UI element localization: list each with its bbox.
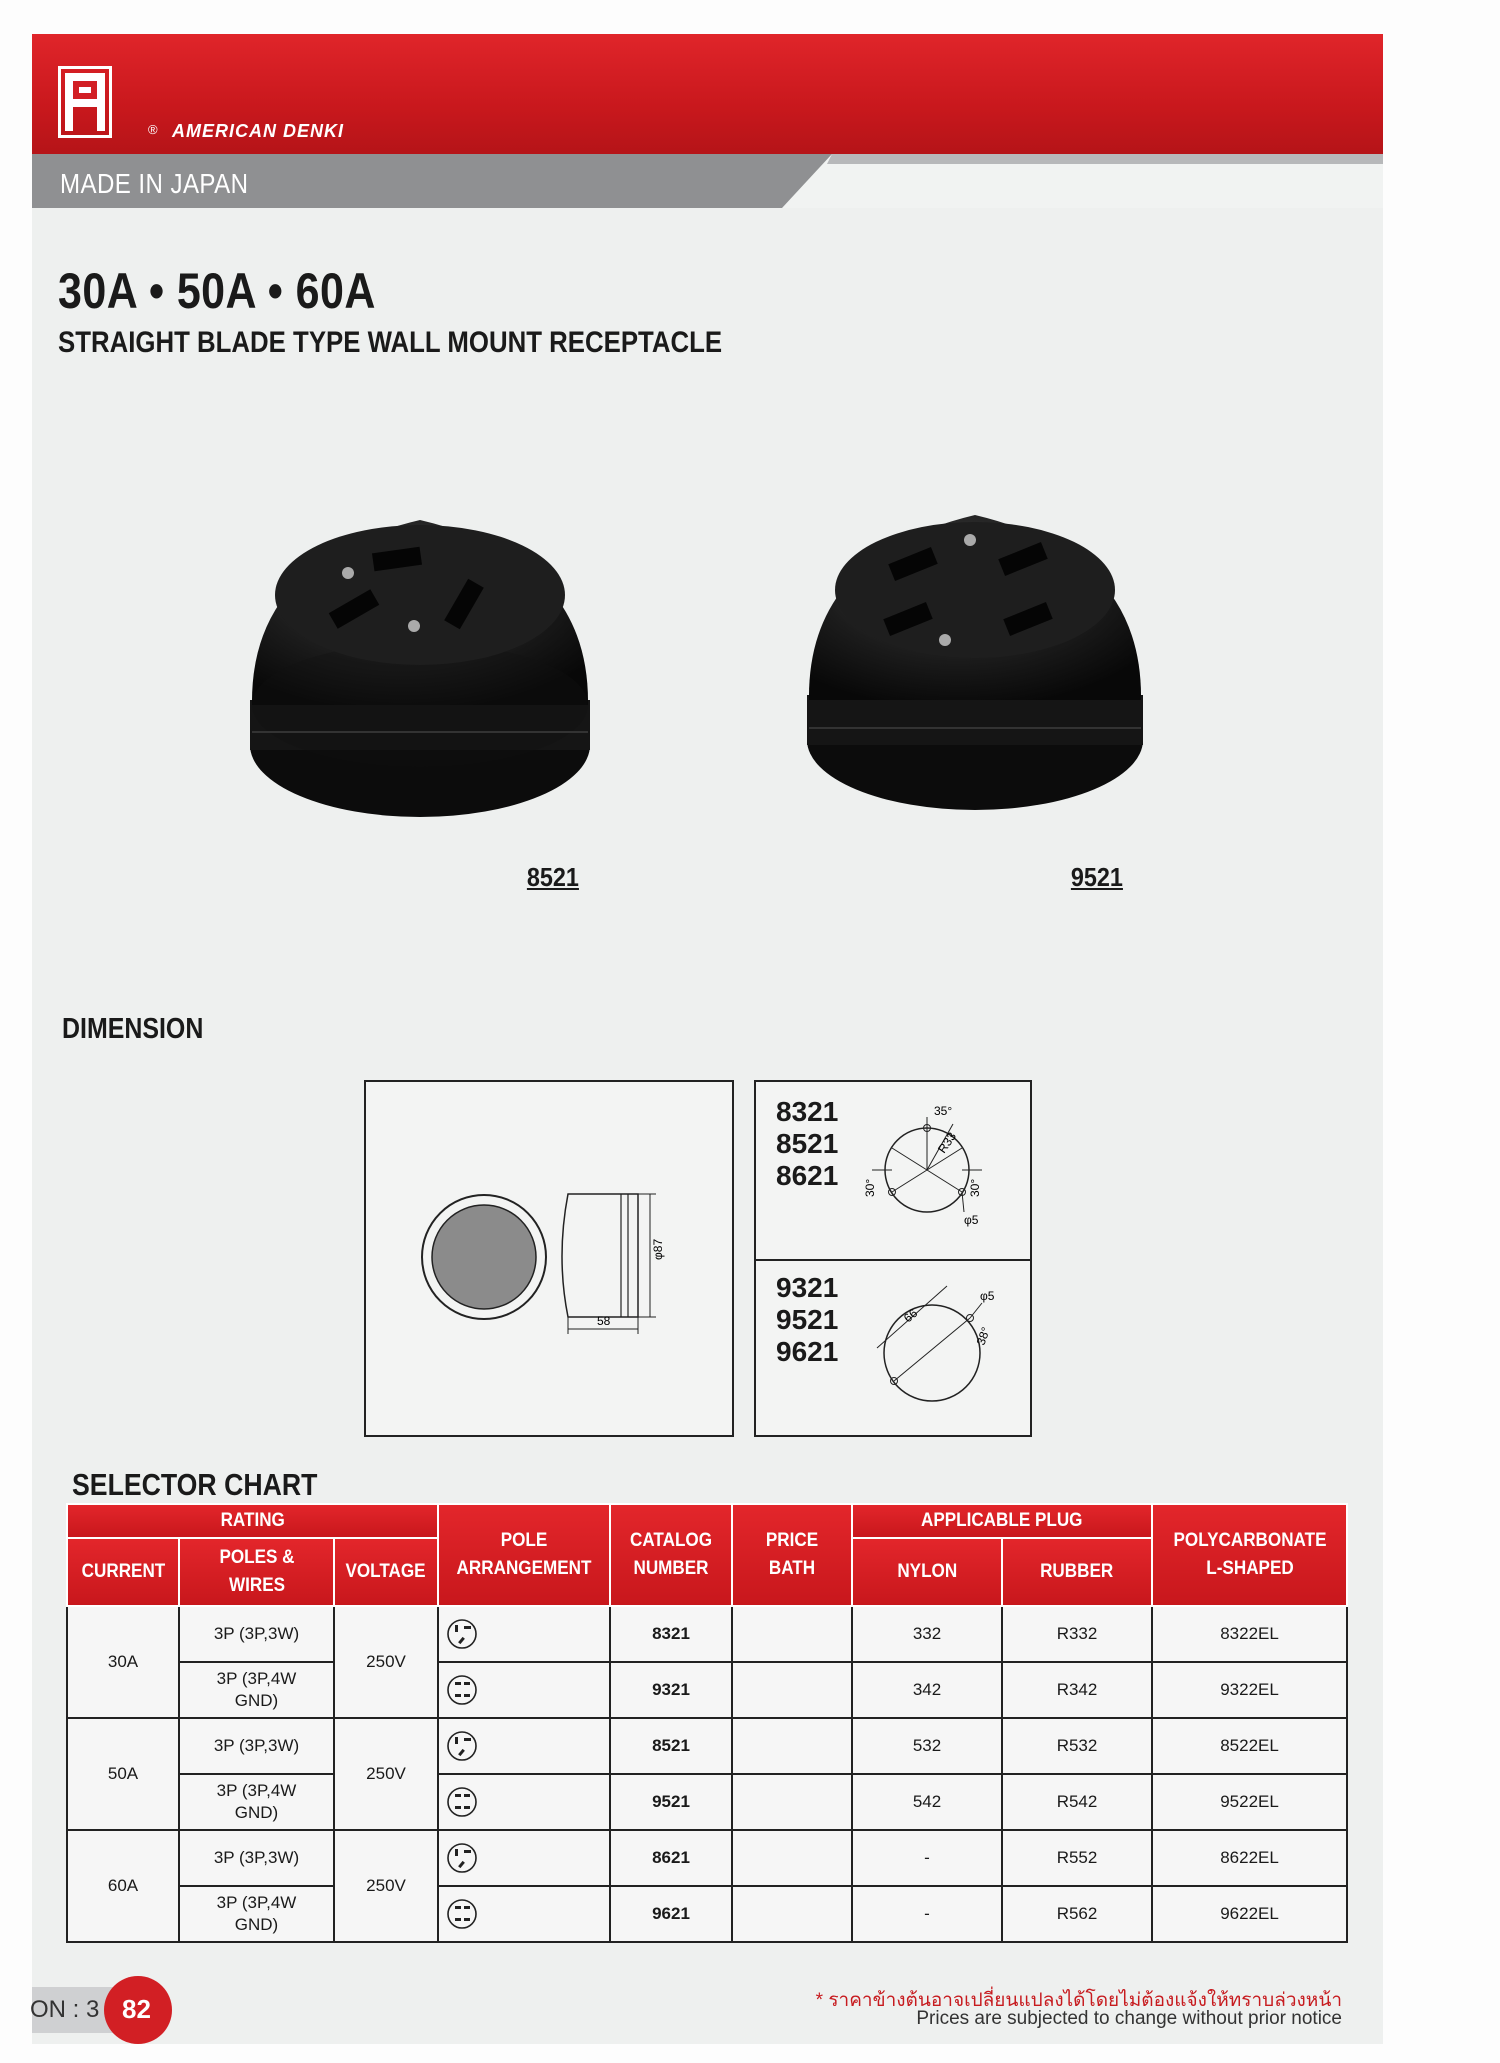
pole-arrangement-cell [438,1830,610,1886]
voltage-header: VOLTAGE [334,1538,438,1606]
rubber-cell: R342 [1002,1662,1152,1718]
pattern-a-hole: φ5 [964,1213,979,1227]
pole-arrangement-cell [438,1886,610,1942]
rubber-cell: R332 [1002,1606,1152,1662]
dimension-heading: DIMENSION [62,1013,204,1045]
nylon-cell: - [852,1830,1002,1886]
price-cell [732,1662,852,1718]
pattern-b-hole: φ5 [980,1289,995,1303]
rubber-cell: R542 [1002,1774,1152,1830]
voltage-cell: 250V [334,1606,438,1718]
pole-arrangement-cell [438,1718,610,1774]
pattern-a-angle-right: 30° [968,1178,982,1197]
rating-header: RATING [67,1504,438,1538]
price-bath-header: PRICE BATH [732,1504,852,1606]
current-header: CURRENT [67,1538,179,1606]
poles-wires-cell: 3P (3P,4W GND) [179,1774,334,1830]
pole-4w-gnd-icon [445,1673,479,1707]
dimension-drawing-box [364,1080,734,1437]
mounting-pattern-b [852,1268,1022,1428]
catalog-number-cell: 8521 [610,1718,732,1774]
table-row [67,1830,1347,1886]
catalog-number-header: CATALOG NUMBER [610,1504,732,1606]
table-row [67,1718,1347,1774]
poles-wires-cell: 3P (3P,4W GND) [179,1886,334,1942]
catalog-group-a [776,1096,838,1192]
polycarbonate-header: POLYCARBONATE L-SHAPED [1152,1504,1347,1606]
rubber-cell: R562 [1002,1886,1152,1942]
nylon-cell: - [852,1886,1002,1942]
voltage-cell: 250V [334,1830,438,1942]
current-cell: 50A [67,1718,179,1830]
product-label-8521: 8521 [526,862,579,892]
nylon-header: NYLON [852,1538,1002,1606]
nylon-cell: 532 [852,1718,1002,1774]
applicable-plug-header: APPLICABLE PLUG [852,1504,1152,1538]
price-cell [732,1886,852,1942]
registered-mark: ® [148,122,158,137]
nylon-cell: 332 [852,1606,1002,1662]
voltage-cell: 250V [334,1718,438,1830]
catalog-number-cell: 9621 [610,1886,732,1942]
pole-3w-icon [445,1841,479,1875]
brand-name: AMERICAN DENKI [172,121,345,141]
polycarbonate-cell: 8622EL [1152,1830,1347,1886]
height-dimension-label: φ87 [651,1238,665,1260]
catalog-group-b-item: 9321 [776,1272,839,1303]
poles-wires-header: POLES & WIRES [179,1538,334,1606]
pole-arrangement-header: POLE ARRANGEMENT [438,1504,610,1606]
rubber-cell: R552 [1002,1830,1152,1886]
catalog-number-cell: 8321 [610,1606,732,1662]
price-cell [732,1718,852,1774]
page-number: 82 [122,1994,151,2024]
polycarbonate-cell: 9322EL [1152,1662,1347,1718]
nylon-cell: 342 [852,1662,1002,1718]
polycarbonate-cell: 8522EL [1152,1718,1347,1774]
poles-wires-cell: 3P (3P,4W GND) [179,1662,334,1718]
ampere-ratings-title: 30A • 50A • 60A [58,263,376,319]
section-label: ON : 3 [30,1996,100,2023]
selector-chart-heading: SELECTOR CHART [72,1467,318,1502]
polycarbonate-cell: 8322EL [1152,1606,1347,1662]
pattern-b-angle: 38° [973,1325,994,1348]
catalog-number-cell: 9521 [610,1774,732,1830]
table-row [67,1662,1347,1718]
selector-chart-table [66,1503,1348,1943]
outline-drawing [366,1082,732,1435]
price-cell [732,1606,852,1662]
catalog-number-cell: 8621 [610,1830,732,1886]
american-denki-logo [58,66,112,138]
catalog-group-a-item: 8621 [776,1160,839,1191]
current-cell: 30A [67,1606,179,1718]
made-in-label: MADE IN JAPAN [60,168,249,199]
pattern-a-radius: R33 [934,1129,960,1156]
catalog-group-b-item: 9621 [776,1336,839,1367]
catalog-group-b [776,1272,838,1368]
nylon-cell: 542 [852,1774,1002,1830]
poles-wires-cell: 3P (3P,3W) [179,1718,334,1774]
selector-chart-body [67,1606,1347,1942]
poles-wires-cell: 3P (3P,3W) [179,1606,334,1662]
receptacle-8521-image [230,500,610,840]
pole-4w-gnd-icon [445,1785,479,1819]
polycarbonate-cell: 9522EL [1152,1774,1347,1830]
mounting-pattern-a [852,1092,1022,1242]
pole-arrangement-cell [438,1606,610,1662]
product-subtitle: STRAIGHT BLADE TYPE WALL MOUNT RECEPTACLE [58,326,723,359]
price-cell [732,1774,852,1830]
pole-4w-gnd-icon [445,1897,479,1931]
depth-dimension-label: 58 [597,1314,611,1328]
pole-3w-icon [445,1729,479,1763]
rubber-header: RUBBER [1002,1538,1152,1606]
pattern-divider [756,1259,1030,1261]
pattern-b-distance: 66 [900,1305,921,1326]
receptacle-9521-image [790,500,1160,830]
catalog-group-a-item: 8521 [776,1128,839,1159]
polycarbonate-cell: 9622EL [1152,1886,1347,1942]
table-row [67,1886,1347,1942]
current-cell: 60A [67,1830,179,1942]
catalog-number-cell: 9321 [610,1662,732,1718]
pole-arrangement-cell [438,1662,610,1718]
pole-3w-icon [445,1617,479,1651]
catalog-group-a-item: 8321 [776,1096,839,1127]
pattern-a-angle-left: 30° [863,1178,877,1197]
rubber-cell: R532 [1002,1718,1152,1774]
table-row [67,1774,1347,1830]
catalog-group-b-item: 9521 [776,1304,839,1335]
pole-arrangement-cell [438,1774,610,1830]
pattern-a-angle-top: 35° [934,1104,953,1118]
price-note-thai: * ราคาข้างต้นอาจเปลี่ยนแปลงได้โดยไม่ต้องแจ้งให้ทราบล่วงหน้า [815,1990,1342,2011]
poles-wires-cell: 3P (3P,3W) [179,1830,334,1886]
price-cell [732,1830,852,1886]
product-label-9521: 9521 [1070,862,1123,892]
price-note-english: Prices are subjected to change without prior notice [916,2008,1342,2029]
mounting-pattern-box [754,1080,1032,1437]
table-row [67,1606,1347,1662]
